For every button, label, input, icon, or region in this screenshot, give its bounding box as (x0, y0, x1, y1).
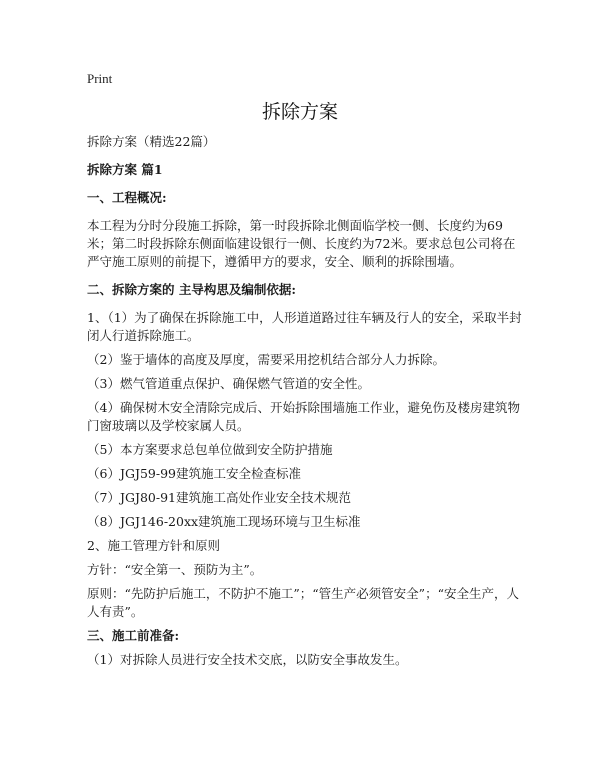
page-title: 拆除方案 (261, 101, 338, 123)
list-item: （3）燃气管道重点保护、确保燃气管道的安全性。 (87, 376, 370, 391)
list-item: 1、（1）为了确保在拆除施工中，人形道道路过往车辆及行人的安全，采取半封闭人行道拆除施工。 (87, 310, 522, 343)
list-item: （7）JGJ80-91建筑施工高处作业安全技术规范 (87, 490, 351, 505)
list-item: （5）本方案要求总包单位做到安全防护措施 (87, 442, 333, 457)
list-item: （2）鉴于墙体的高度及厚度，需要采用挖机结合部分人力拆除。 (87, 352, 445, 367)
subheading-management: 2、施工管理方针和原则 (87, 538, 220, 553)
list-item: （6）JGJ59-99建筑施工安全检查标准 (87, 466, 301, 481)
section-heading: 拆除方案 篇1 (87, 162, 163, 177)
heading-basis: 二、拆除方案的 主导构思及编制依据: (87, 282, 296, 297)
print-label: Print (87, 71, 113, 86)
list-item: （8）JGJ146-20xx建筑施工现场环境与卫生标准 (87, 514, 361, 529)
document-body (87, 133, 525, 675)
subtitle: 拆除方案（精选22篇） (87, 134, 216, 149)
heading-preparation: 三、施工前准备: (87, 628, 180, 643)
heading-overview: 一、工程概况: (87, 190, 167, 205)
policy-text: 方针：“安全第一、预防为主”。 (87, 562, 263, 577)
list-item: （4）确保树木安全清除完成后、开始拆除围墙施工作业，避免伤及楼房建筑物门窗玻璃以及学校家属人员。 (87, 400, 520, 433)
paragraph: 本工程为分时分段施工拆除，第一时段拆除北侧面临学校一侧、长度约为69米；第二时段拆除东侧面临建设银行一侧、长度约为72米。要求总包公司将在严守施工原则的前提下，遵循甲方的要求，安全、顺利的拆除围墙。 (87, 218, 516, 269)
list-item: （1）对拆除人员进行安全技术交底，以防安全事故发生。 (87, 652, 408, 667)
principle-text: 原则：“先防护后施工，不防护不施工”；“管生产必须管安全”；“安全生产，人人有责”。 (87, 586, 519, 619)
